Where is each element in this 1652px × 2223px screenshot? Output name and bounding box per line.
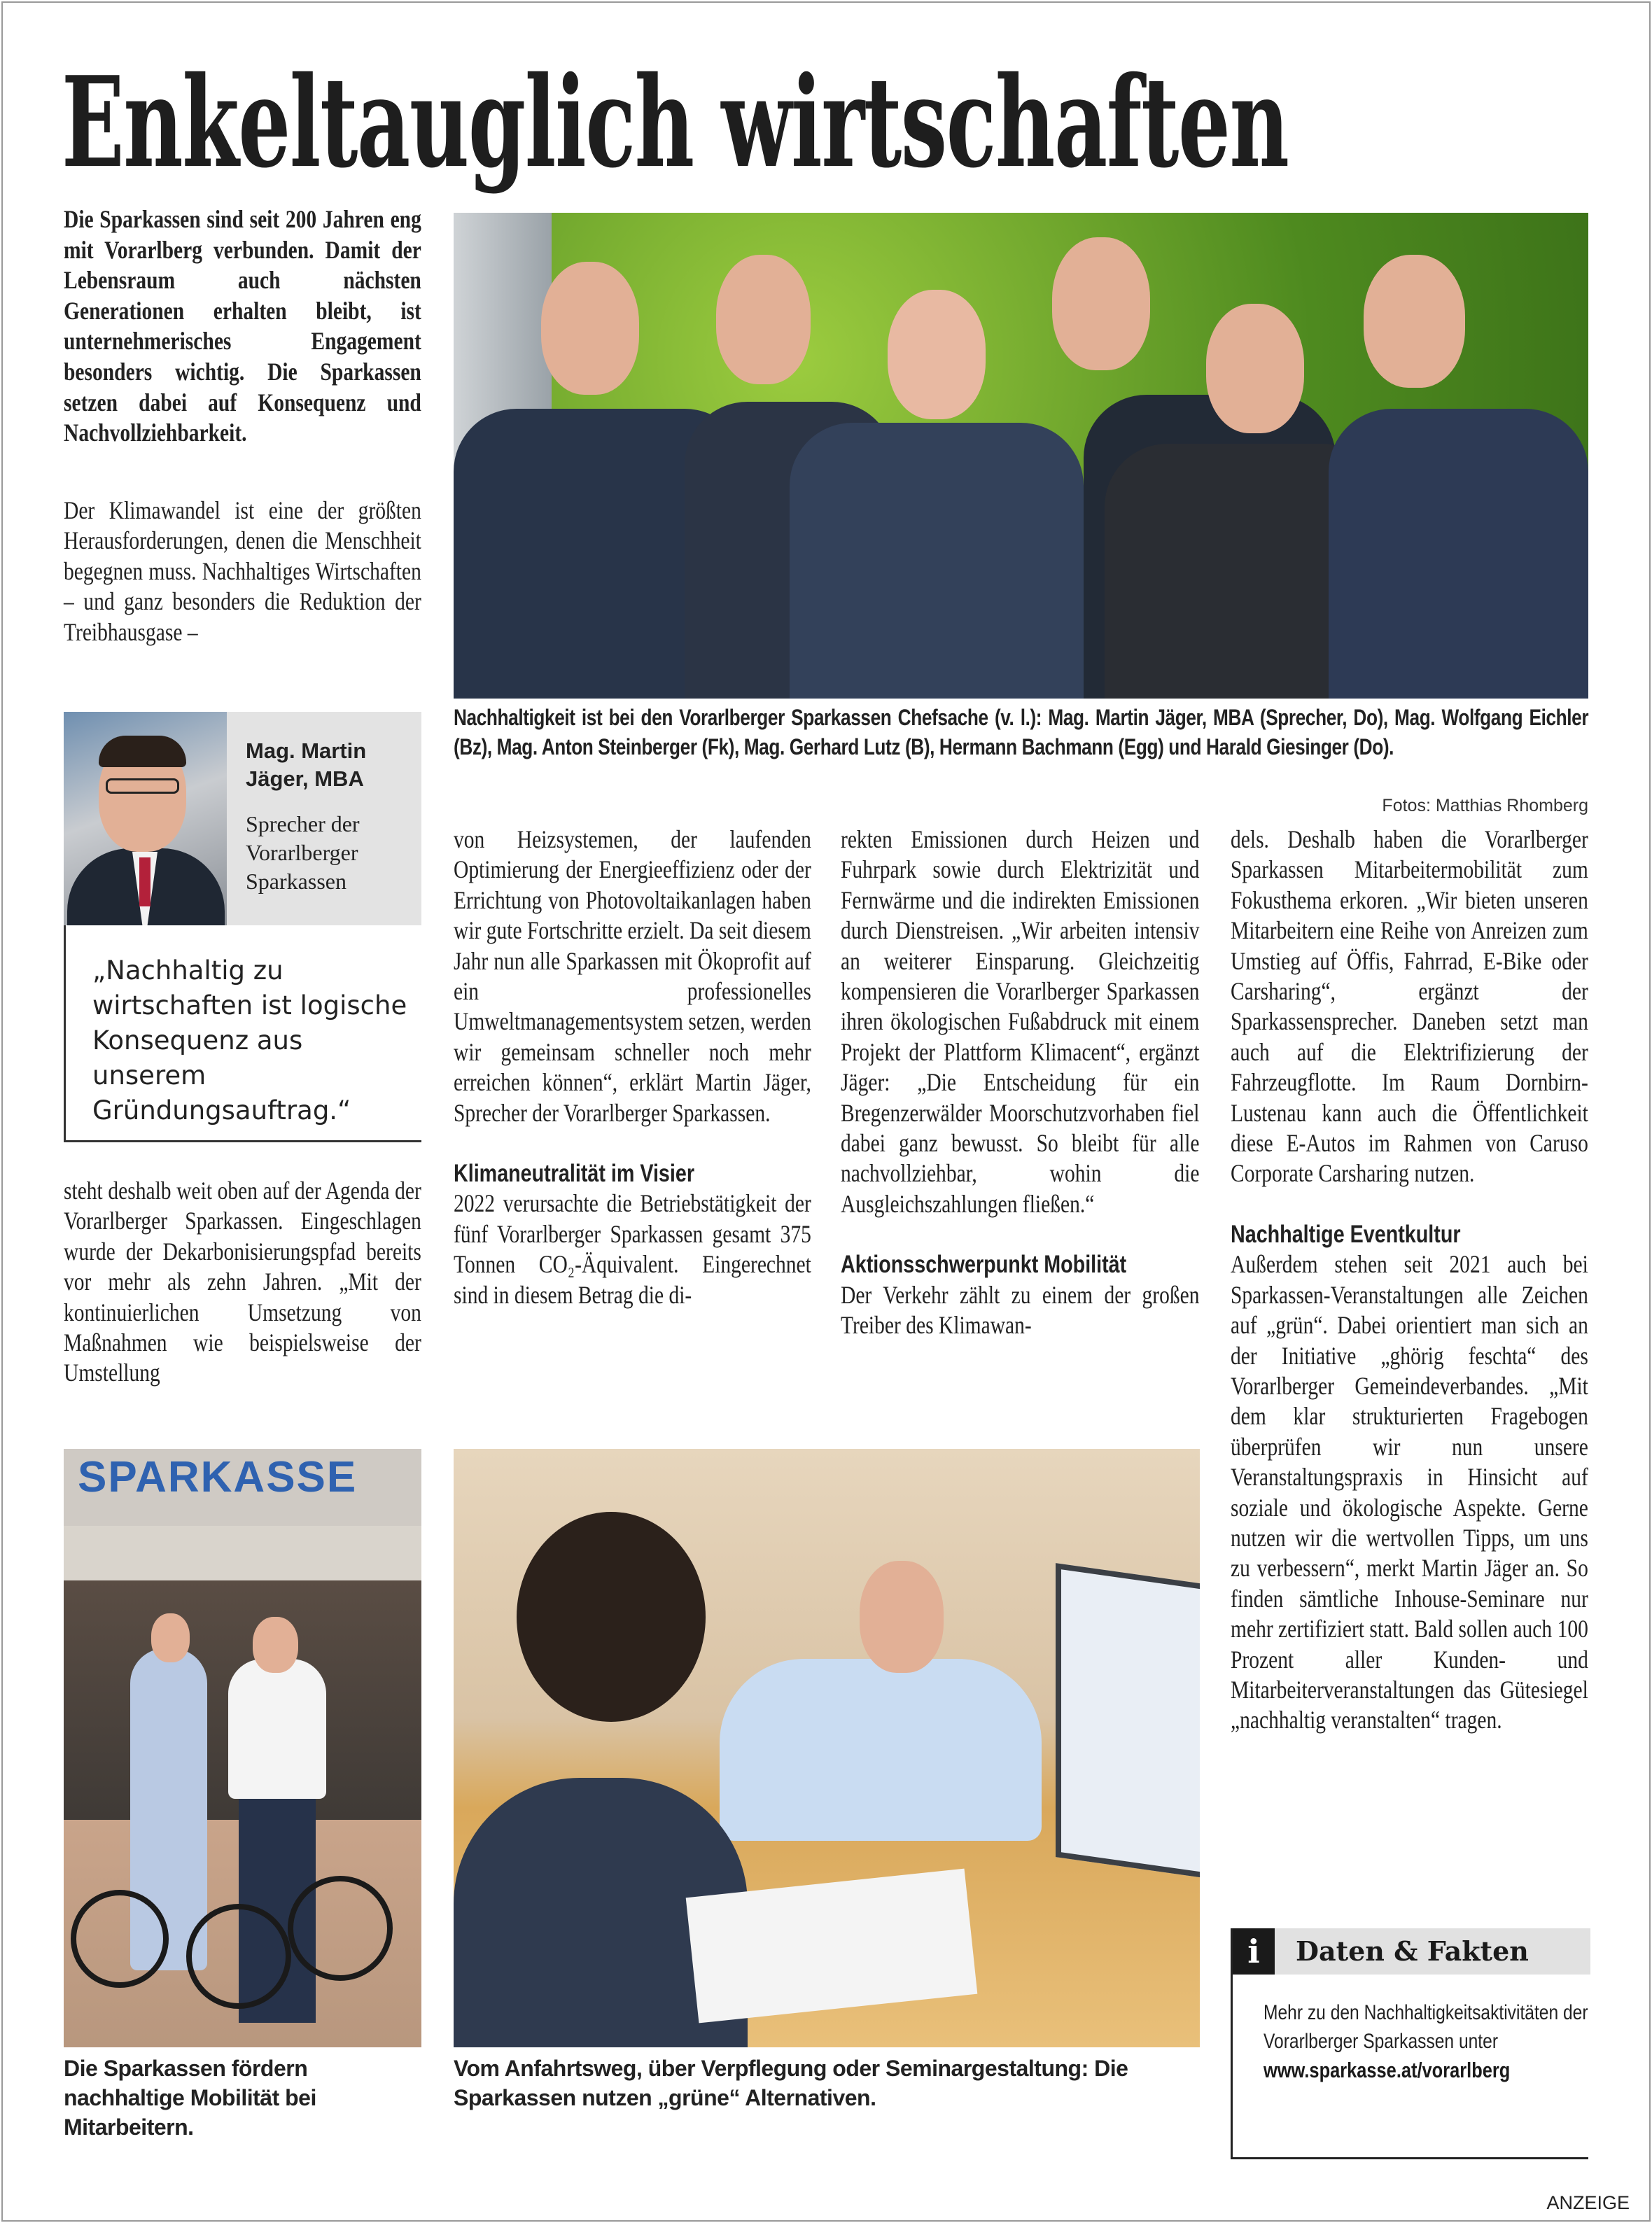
intro-paragraph: Der Klimawandel ist eine der größten Herausforderungen, denen die Menschheit begegnen muss. Nachhaltiges Wirtschaften – und ganz besonders die Reduktion der Treibhausgase – bbox=[64, 496, 421, 646]
profile-photo bbox=[64, 712, 227, 925]
profile-box bbox=[64, 712, 421, 925]
col4-paragraph-2: Außerdem stehen seit 2021 auch bei Sparkassen-Veranstaltungen alle Zeichen auf „grün“. Dabei orientiert man sich an der Initiative „ghörig feschta“ des Vorarlberger Gemeindeverbandes. „Mit dem klar strukturierten Fragebogen überprüfen wir nun unsere Veranstaltungspraxis in Hinsicht auf soziale und ökologische Aspekte. Gerne nutzen wir die wertvollen Tipps, um uns zu verbessern“, merkt Martin Jäger an. So finden sämtliche Inhouse-Seminare nur mehr zertifiziert statt. Bald sollen auch 100 Prozent aller Kunden- und Mitarbeiterveranstaltungen das Gütesiegel „nachhaltig veranstalten“ tragen. bbox=[1231, 1250, 1588, 1734]
headline: Enkeltauglich wirtschaften bbox=[62, 49, 1289, 195]
heading-mobilitaet: Aktionsschwerpunkt Mobilität bbox=[841, 1251, 1127, 1279]
facts-box bbox=[1231, 1928, 1588, 2159]
seminar-photo-caption: Vom Anfahrtsweg, über Verpflegung oder Seminargestaltung: Die Sparkassen nutzen „grüne“ Alternativen. bbox=[454, 2056, 1128, 2110]
photo-credit: Fotos: Matthias Rhomberg bbox=[1382, 796, 1588, 815]
sparkasse-sign: SPARKASSE bbox=[78, 1453, 358, 1501]
profile-name: Mag. Martin Jäger, MBA bbox=[246, 738, 367, 791]
column-4 bbox=[1231, 825, 1588, 1766]
quote-box bbox=[64, 925, 421, 1142]
column-3 bbox=[841, 825, 1200, 1371]
col2-paragraph-1: von Heizsystemen, der laufenden Optimierung der Energieeffizienz oder der Errichtung von Photovoltaikanlagen haben wir gute Fortschritte erzielt. Da seit diesem Jahr nun alle Sparkassen mit Ökoprofit auf ein professionelles Umweltmanagementsystem setzen, werden wir gemeinsam schneller noch mehr erreichen können“, erklärt Martin Jäger, Sprecher der Vorarlberger Sparkassen. bbox=[454, 825, 811, 1127]
info-icon: i bbox=[1233, 1928, 1275, 1975]
heading-eventkultur: Nachhaltige Eventkultur bbox=[1231, 1220, 1461, 1248]
seminar-photo bbox=[454, 1449, 1200, 2047]
profile-role: Sprecher der Vorarlberger Sparkassen bbox=[246, 811, 360, 894]
group-photo-caption: Nachhaltigkeit ist bei den Vorarlberger Sparkassen Chefsache (v. l.): Mag. Martin Jäger, MBA (Sprecher, Do), Mag. Wolfgang Eichler (Bz), Mag. Anton Steinberger (Fk), Mag. Gerhard Lutz (B), Hermann Bachmann (Egg) und Harald Giesinger (Do). bbox=[454, 705, 1589, 759]
group-photo bbox=[454, 213, 1588, 699]
bike-photo-caption: Die Sparkassen fördern nachhaltige Mobilität bei Mitarbeitern. bbox=[64, 2056, 316, 2140]
col1-continued: steht deshalb weit oben auf der Agenda der Vorarlberger Sparkassen. Eingeschlagen wurde der Dekarbonisierungspfad bereits vor mehr als zehn Jahren. „Mit der kontinuierlichen Umsetzung von Maßnahmen wie beispielsweise der Umstellung bbox=[64, 1177, 421, 1387]
facts-link[interactable]: www.sparkasse.at/vorarlberg bbox=[1264, 2058, 1511, 2082]
col3-paragraph-1: rekten Emissionen durch Heizen und Fuhrpark sowie durch Elektrizität und Fernwärme und die indirekten Emissionen durch Dienstreisen. „Wir arbeiten intensiv an weiterer Einsparung. Gleichzeitig kompensieren die Vorarlberger Sparkassen ihren ökologischen Fußabdruck mit einem Projekt der Plattform Klimacent“, ergänzt Jäger: „Die Entscheidung für ein Bregenzerwälder Moorschutzvorhaben fiel dabei ganz bewusst. So bleibt für alle nachvollziehbar, wohin die Ausgleichszahlungen fließen.“ bbox=[841, 825, 1200, 1218]
heading-klimaneutralitaet: Klimaneutralität im Visier bbox=[454, 1160, 695, 1188]
facts-text: Mehr zu den Nachhaltigkeitsaktivitäten der Vorarlberger Sparkassen unter bbox=[1264, 2001, 1588, 2053]
pull-quote: „Nachhaltig zu wirtschaften ist logische Konsequenz aus unserem Gründungsauftrag.“ bbox=[92, 955, 407, 1125]
column-2 bbox=[454, 825, 811, 1340]
facts-title: Daten & Fakten bbox=[1296, 1935, 1529, 1967]
bike-photo bbox=[64, 1449, 421, 2047]
advertisement-label: ANZEIGE bbox=[1546, 2192, 1630, 2213]
col4-paragraph-1: dels. Deshalb haben die Vorarlberger Sparkassen Mitarbeitermobilität zum Fokusthema erkoren. „Wir bieten unseren Mitarbeitern eine Reihe von Anreizen zum Umstieg auf Öffis, Fahrrad, E-Bike oder Carsharing“, ergänzt der Sparkassensprecher. Daneben setzt man auch auf die Elektrifizierung der Fahrzeugflotte. Im Raum Dornbirn-Lustenau kann auch die Öffentlichkeit diese E-Autos im Rahmen von Caruso Corporate Carsharing nutzen. bbox=[1231, 825, 1588, 1188]
col2-paragraph-2: 2022 verursachte die Betriebstätigkeit der fünf Vorarlberger Sparkassen gesamt 375 Tonnen CO₂-Äquivalent. Eingerechnet sind in diesem Betrag die di- bbox=[454, 1189, 811, 1309]
lead-paragraph: Die Sparkassen sind seit 200 Jahren eng mit Vorarlberg verbunden. Damit der Lebensraum auch nächsten Generationen erhalten bleibt, ist unternehmerisches Engagement besonders wichtig. Die Sparkassen setzen dabei auf Konsequenz und Nachvollziehbarkeit. bbox=[64, 205, 421, 447]
col3-paragraph-2: Der Verkehr zählt zu einem der großen Treiber des Klimawan- bbox=[841, 1280, 1200, 1340]
